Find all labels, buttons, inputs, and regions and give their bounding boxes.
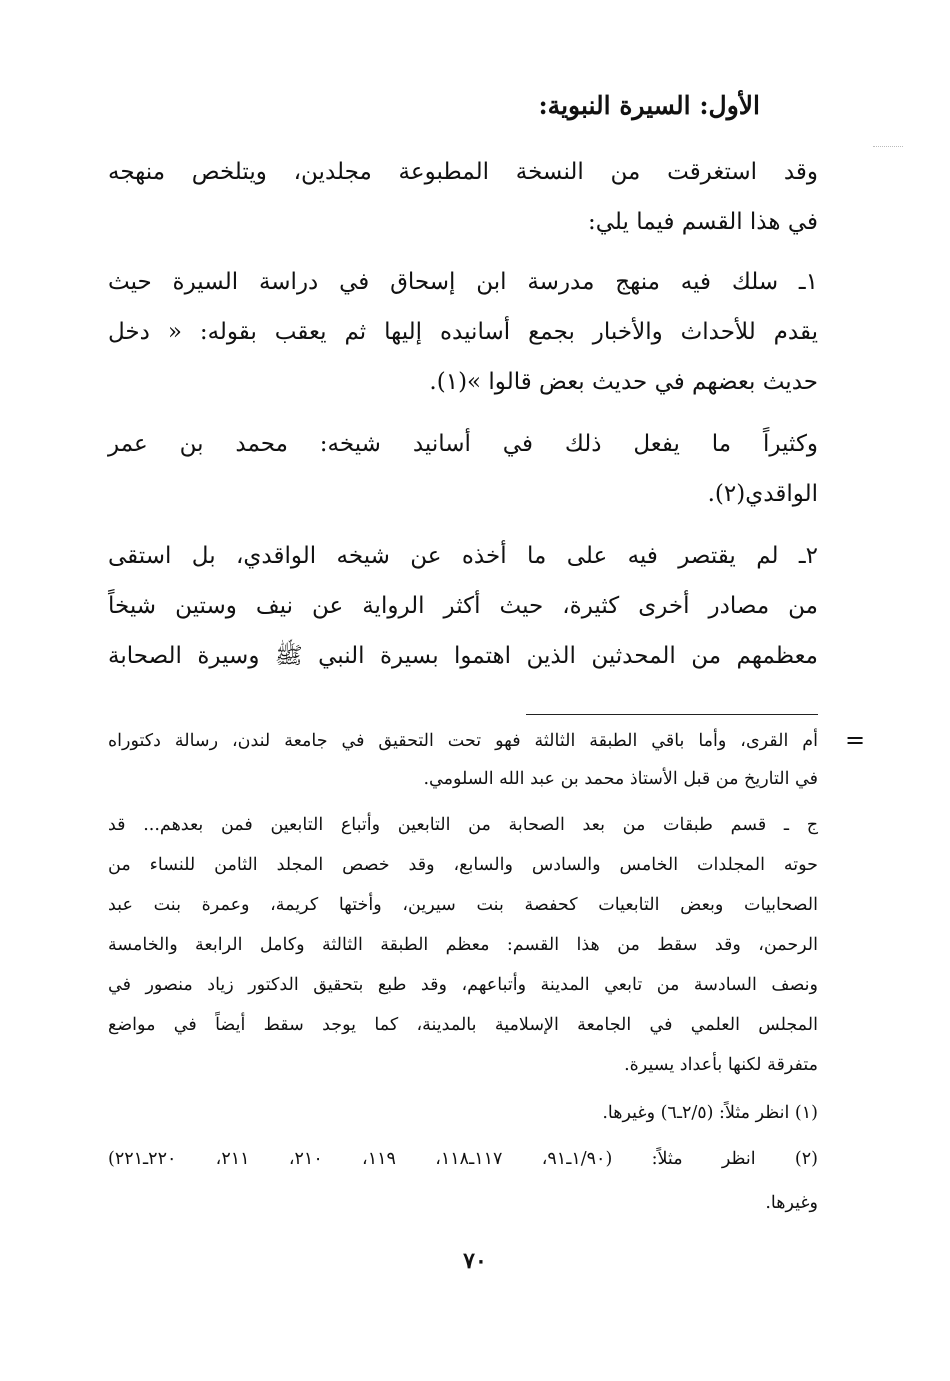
footnote-item-c-line-2: حوته المجلدات الخامس والسادس والسابع، وقد خصص المجلد الثامن للنساء من — [108, 855, 818, 875]
continuation-mark: = — [845, 726, 866, 754]
paragraph-4-line-1: ٢ـ لم يقتصر فيه على ما أخذه عن شيخه الواقدي، بل استقى — [108, 543, 818, 569]
footnote-item-c-line-6: المجلس العلمي في الجامعة الإسلامية بالمدينة، كما يوجد سقط أيضاً في مواضع — [108, 1015, 818, 1035]
footnote-continued-line-1: أم القرى، وأما باقي الطبقة الثالثة فهو تحت التحقيق في جامعة لندن، رسالة دكتوراه — [108, 731, 818, 751]
footnote-item-c-line-5: ونصف السادسة من تابعي المدينة وأتباعهم، وقد طبع بتحقيق الدكتور زياد منصور في — [108, 975, 818, 995]
footnote-item-c-line-7: متفرقة لكنها بأعداد يسيرة. — [624, 1055, 818, 1075]
paragraph-2-line-3: حديث بعضهم في حديث بعض قالوا »(١). — [429, 369, 818, 395]
footnote-separator — [526, 714, 818, 715]
paragraph-4-line-2: من مصادر أخرى كثيرة، حيث أكثر الرواية عن نيف وستين شيخاً — [108, 593, 818, 619]
footnote-continued-line-2: في التاريخ من قبل الأستاذ محمد بن عبد الله السلومي. — [423, 769, 818, 789]
paragraph-3-line-1: وكثيراً ما يفعل ذلك في أسانيد شيخه: محمد بن عمر — [108, 431, 818, 457]
paragraph-2-line-2: يقدم للأحداث والأخبار بجمع أسانيده إليها ثم يعقب بقوله: « دخل — [108, 319, 818, 345]
footnote-item-c-line-3: الصحابيات وبعض التابعيات كحفصة بنت سيرين، وأختها كريمة، وعمرة بنت عبد — [108, 895, 818, 915]
paragraph-2-line-1: ١ـ سلك فيه منهج مدرسة ابن إسحاق في دراسة السيرة حيث — [108, 269, 818, 295]
page-number: ٧٠ — [463, 1248, 487, 1274]
footnote-1: (١) انظر مثلاً: (٢/٥ـ٦) وغيرها. — [602, 1103, 818, 1123]
paragraph-4-line-3: معظمهم من المحدثين الذين اهتموا بسيرة النبي ﷺ وسيرة الصحابة — [108, 643, 819, 669]
margin-dotted-mark — [873, 146, 903, 147]
footnote-2-line-1: (٢) انظر مثلاً: (١/٩٠ـ٩١، ١١٧ـ١١٨، ١١٩، ٢١٠، ٢١١، ٢٢٠ـ٢٢١) — [108, 1149, 818, 1169]
section-heading: الأول: السيرة النبوية: — [538, 91, 760, 120]
paragraph-1-line-2: في هذا القسم فيما يلي: — [587, 209, 818, 235]
paragraph-1-line-1: وقد استغرقت من النسخة المطبوعة مجلدين، ويتلخص منهجه — [108, 159, 818, 185]
footnote-item-c-line-4: الرحمن، وقد سقط من هذا القسم: معظم الطبقة الثالثة وكامل الرابعة والخامسة — [108, 935, 818, 955]
footnote-item-c-line-1: ج ـ قسم طبقات من بعد الصحابة من التابعين وأتباع التابعين فمن بعدهم... قد — [108, 815, 818, 835]
paragraph-3-line-2: الواقدي(٢). — [707, 481, 818, 507]
footnote-2-line-2: وغيرها. — [765, 1193, 818, 1213]
